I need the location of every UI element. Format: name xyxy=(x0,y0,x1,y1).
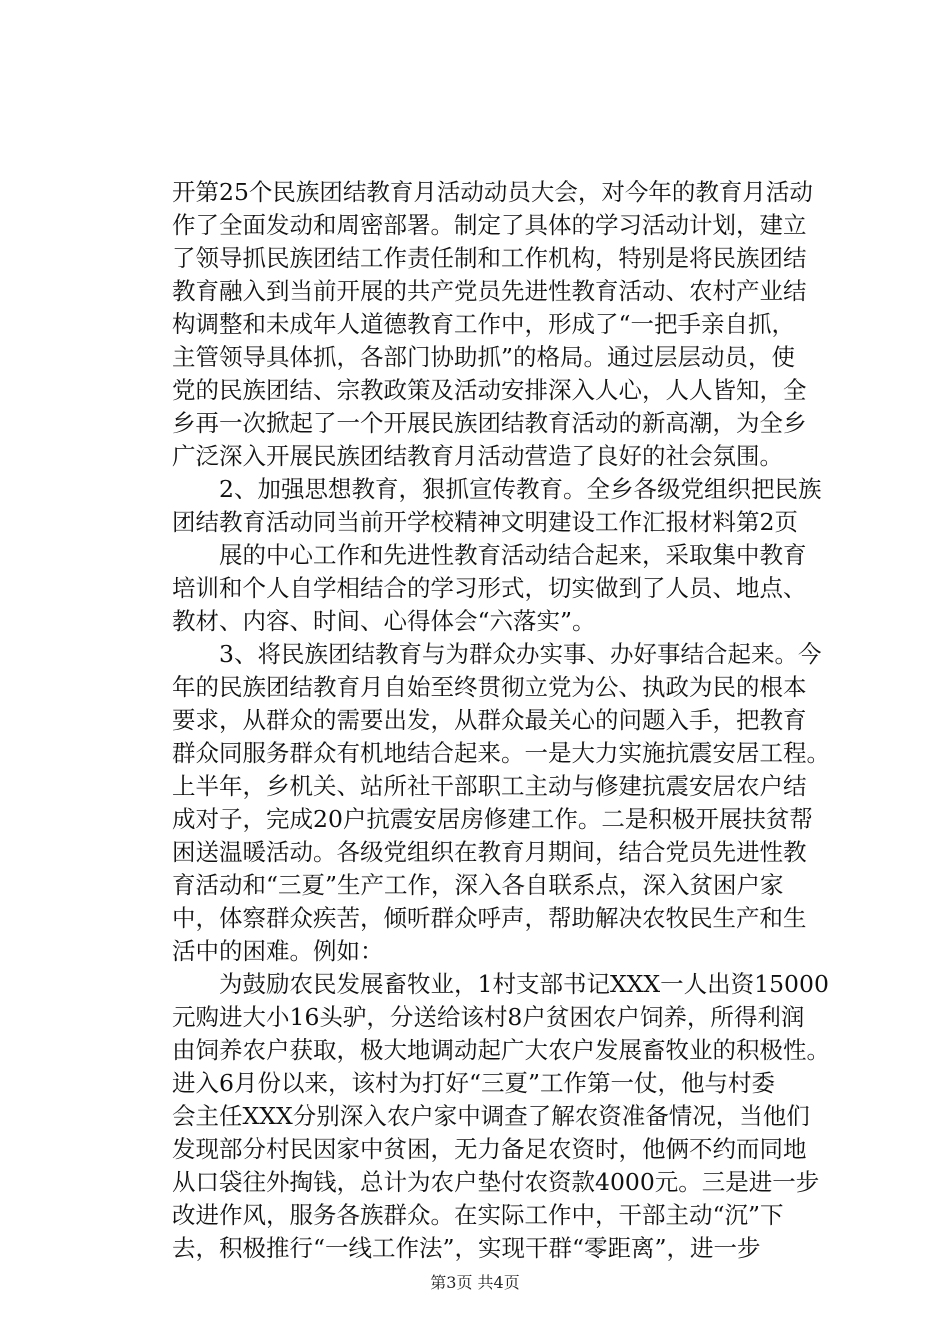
text-line: 广泛深入开展民族团结教育月活动营造了良好的社会氛围。 xyxy=(172,442,783,470)
text-line: 进入6月份以来，该村为打好“三夏”工作第一仗，他与村委 xyxy=(172,1069,775,1097)
text-line: 年的民族团结教育月自始至终贯彻立党为公、执政为民的根本 xyxy=(172,673,807,701)
text-line: 活中的困难。例如： xyxy=(172,937,384,965)
page-footer: 第3页 共4页 xyxy=(430,1273,520,1292)
text-line: 构调整和未成年人道德教育工作中，形成了“一把手亲自抓， xyxy=(172,310,796,338)
text-line: 群众同服务群众有机地结合起来。一是大力实施抗震安居工程。 xyxy=(172,739,830,767)
text-line: 元购进大小16头驴，分送给该村8户贫困农户饲养，所得利润 xyxy=(172,1003,805,1031)
text-line: 3、将民族团结教育与为群众办实事、办好事结合起来。今 xyxy=(172,640,822,668)
text-line: 教育融入到当前开展的共产党员先进性教育活动、农村产业结 xyxy=(172,277,807,305)
text-line: 从口袋往外掏钱，总计为农户垫付农资款4000元。三是进一步 xyxy=(172,1168,820,1196)
text-line: 会主任XXX分别深入农户家中调查了解农资准备情况，当他们 xyxy=(172,1102,810,1130)
text-line: 团结教育活动同当前开学校精神文明建设工作汇报材料第2页 xyxy=(172,508,798,536)
text-line: 要求，从群众的需要出发，从群众最关心的问题入手，把教育 xyxy=(172,706,807,734)
text-line: 2、加强思想教育，狠抓宣传教育。全乡各级党组织把民族 xyxy=(172,475,822,503)
text-line: 了领导抓民族团结工作责任制和工作机构，特别是将民族团结 xyxy=(172,244,807,272)
text-line: 教材、内容、时间、心得体会“六落实”。 xyxy=(172,607,596,635)
text-line: 发现部分村民因家中贫困，无力备足农资时，他俩不约而同地 xyxy=(172,1135,807,1163)
text-line: 去，积极推行“一线工作法”，实现干群“零距离”，进一步 xyxy=(172,1234,761,1262)
text-line: 中，体察群众疾苦，倾听群众呼声，帮助解决农牧民生产和生 xyxy=(172,904,807,932)
text-line: 困送温暖活动。各级党组织在教育月期间，结合党员先进性教 xyxy=(172,838,807,866)
text-line: 育活动和“三夏”生产工作，深入各自联系点，深入贫困户家 xyxy=(172,871,784,899)
text-line: 主管领导具体抓，各部门协助抓”的格局。通过层层动员，使 xyxy=(172,343,796,371)
text-line: 乡再一次掀起了一个开展民族团结教育活动的新高潮，为全乡 xyxy=(172,409,807,437)
text-line: 由饲养农户获取，极大地调动起广大农户发展畜牧业的积极性。 xyxy=(172,1036,830,1064)
text-line: 成对子，完成20户抗震安居房修建工作。二是积极开展扶贫帮 xyxy=(172,805,813,833)
text-line: 为鼓励农民发展畜牧业，1村支部书记XXX一人出资15000 xyxy=(172,970,829,998)
text-line: 作了全面发动和周密部署。制定了具体的学习活动计划，建立 xyxy=(172,211,807,239)
text-line: 党的民族团结、宗教政策及活动安排深入人心，人人皆知，全 xyxy=(172,376,807,404)
body-text xyxy=(172,176,830,1265)
text-line: 展的中心工作和先进性教育活动结合起来，采取集中教育 xyxy=(172,541,807,569)
text-line: 改进作风，服务各族群众。在实际工作中，干部主动“沉”下 xyxy=(172,1201,784,1229)
text-line: 开第25个民族团结教育月活动动员大会，对今年的教育月活动 xyxy=(172,178,813,206)
text-line: 培训和个人自学相结合的学习形式，切实做到了人员、地点、 xyxy=(172,574,807,602)
text-line: 上半年，乡机关、站所社干部职工主动与修建抗震安居农户结 xyxy=(172,772,807,800)
